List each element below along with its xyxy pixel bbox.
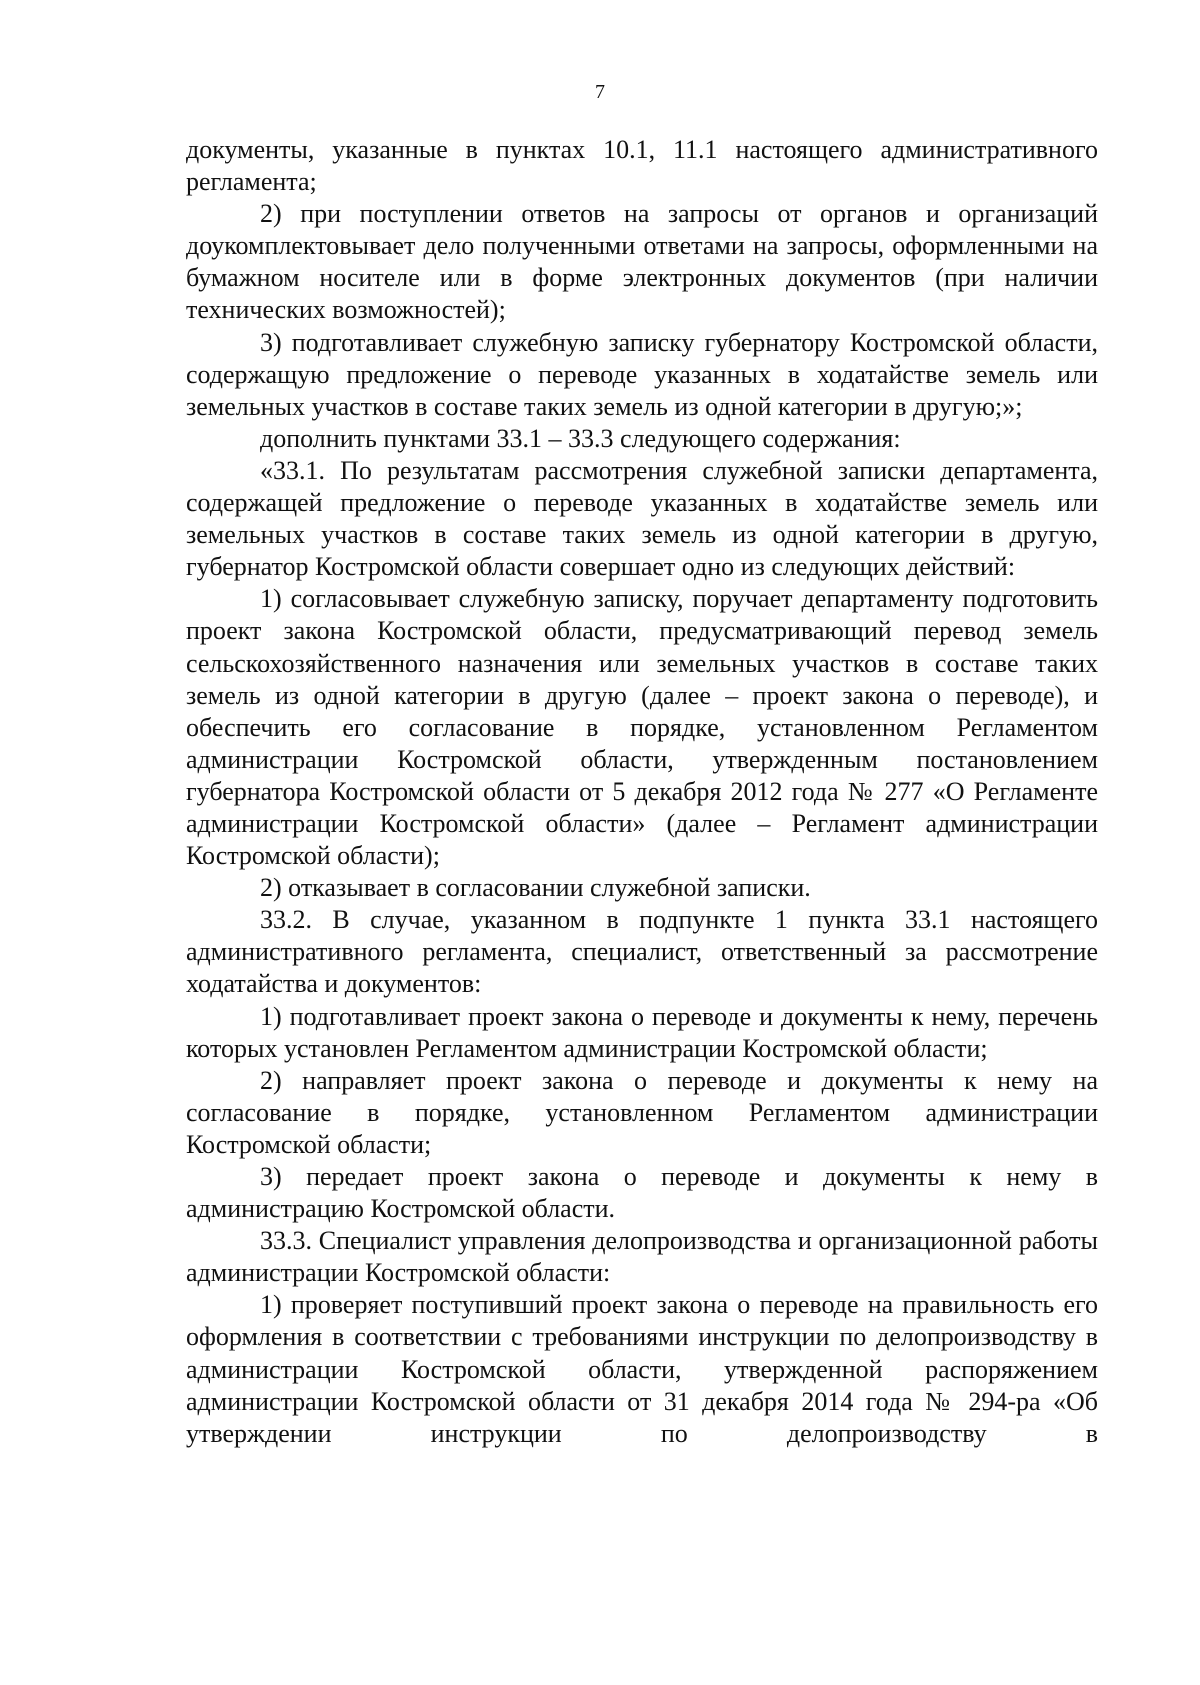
page-number: 7 bbox=[595, 81, 605, 103]
document-body bbox=[186, 134, 1098, 1450]
paragraph: 33.3. Специалист управления делопроизводства и организационной работы администрации Костромской области: bbox=[186, 1226, 1098, 1288]
paragraph: 3) подготавливает служебную записку губернатору Костромской области, содержащую предложение о переводе указанных в ходатайстве земель или земельных участков в составе таких земель из одной категории в другую;»; bbox=[186, 327, 1098, 421]
paragraph: 2) отказывает в согласовании служебной записки. bbox=[260, 873, 811, 903]
paragraph: «33.1. По результатам рассмотрения служебной записки департамента, содержащей предложение о переводе указанных в ходатайстве земель или земельных участков в составе таких земель из одной категории в другую, губернатор Костромской области совершает одно из следующих действий: bbox=[186, 455, 1098, 582]
paragraph: документы, указанные в пунктах 10.1, 11.1 настоящего административного регламента; bbox=[186, 135, 1098, 197]
paragraph: 2) направляет проект закона о переводе и документы к нему на согласование в порядке, установленном Регламентом администрации Костромской области; bbox=[186, 1065, 1098, 1159]
paragraph: 1) проверяет поступивший проект закона о переводе на правильность его оформления в соответствии с требованиями инструкции по делопроизводству в администрации Костромской области, утвержденной распоряжением администрации Костромской области от 31 декабря 2014 года № 294-ра «Об утверждении инструкции по делопроизводству в bbox=[186, 1290, 1098, 1448]
paragraph: 2) при поступлении ответов на запросы от органов и организаций доукомплектовывает дело полученными ответами на запросы, оформленными на бумажном носителе или в форме электронных документов (при наличии технических возможностей); bbox=[186, 199, 1098, 325]
paragraph: 3) передает проект закона о переводе и документы к нему в администрацию Костромской области. bbox=[186, 1162, 1098, 1224]
paragraph: 1) согласовывает служебную записку, поручает департаменту подготовить проект закона Костромской области, предусматривающий перевод земель сельскохозяйственного назначения или земельных участков в составе таких земель из одной категории в другую (далее – проект закона о переводе), и обеспечить его согласование в порядке, установленном Регламентом администрации Костромской области, утвержденным постановлением губернатора Костромской области от 5 декабря 2012 года № 277 «О Регламенте администрации Костромской области» (далее – Регламент администрации Костромской области); bbox=[186, 584, 1098, 871]
paragraph: 1) подготавливает проект закона о переводе и документы к нему, перечень которых установлен Регламентом администрации Костромской области; bbox=[186, 1001, 1098, 1063]
paragraph: дополнить пунктами 33.1 – 33.3 следующего содержания: bbox=[260, 423, 901, 453]
paragraph: 33.2. В случае, указанном в подпункте 1 пункта 33.1 настоящего административного регламента, специалист, ответственный за рассмотрение ходатайства и документов: bbox=[186, 905, 1098, 999]
